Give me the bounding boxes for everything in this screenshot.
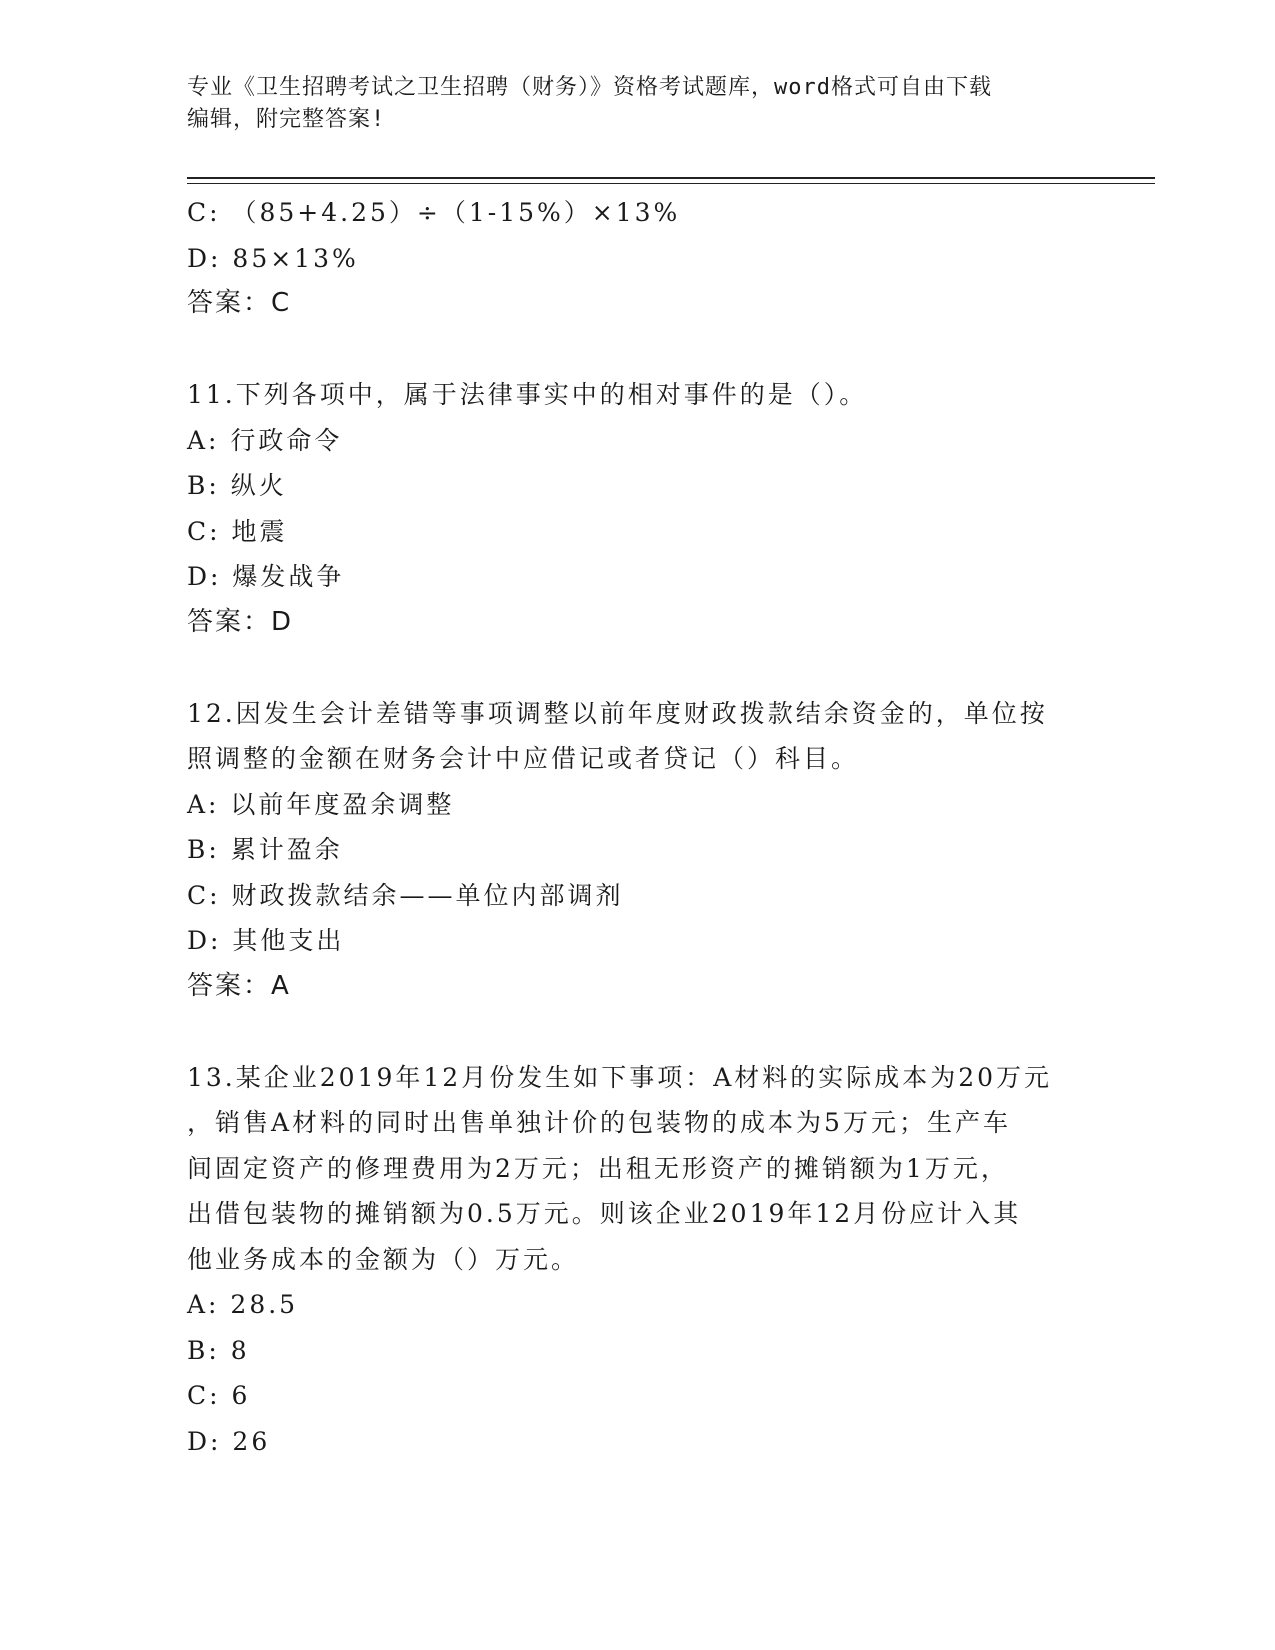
spacer	[187, 1009, 1087, 1055]
answer-label: 答案：D	[187, 606, 294, 637]
option-d: D: 26	[187, 1426, 271, 1456]
header-divider-thin	[187, 183, 1155, 184]
option-b: B: 8	[187, 1335, 250, 1365]
header-divider-thick	[187, 177, 1155, 179]
document-header	[187, 72, 1087, 136]
option-c: C: 地震	[187, 516, 288, 546]
question-10	[187, 190, 1087, 327]
answer-label: 答案：C	[187, 288, 292, 318]
header-line-2: 编辑，附完整答案!	[187, 107, 386, 132]
answer-label: 答案：A	[187, 970, 291, 1001]
question-text: 11.下列各项中，属于法律事实中的相对事件的是（）。	[187, 380, 868, 409]
option-a: A: 28.5	[187, 1290, 299, 1319]
question-text-line-2: ，销售A材料的同时出售单独计价的包装物的成本为5万元；生产车	[187, 1108, 1011, 1137]
option-b: B: 累计盈余	[187, 835, 343, 864]
question-text-line-1: 12.因发生会计差错等事项调整以前年度财政拨款结余资金的，单位按	[187, 698, 1048, 728]
option-c: C: 财政拨款结余——单位内部调剂	[187, 880, 624, 910]
option-b: B: 纵火	[187, 471, 287, 500]
option-a: A: 行政命令	[187, 425, 343, 455]
question-text-line-3: 间固定资产的修理费用为2万元；出租无形资产的摊销额为1万元，	[187, 1153, 1009, 1183]
question-text-line-4: 出借包装物的摊销额为0.5万元。则该企业2019年12月份应计入其	[187, 1199, 1022, 1228]
question-list	[187, 190, 1087, 1464]
option-d: D: 爆发战争	[187, 562, 345, 591]
option-d: D: 85×13%	[187, 243, 359, 273]
question-text-line-1: 13.某企业2019年12月份发生如下事项：A材料的实际成本为20万元	[187, 1062, 1053, 1092]
question-11	[187, 372, 1087, 645]
option-c: C: （85+4.25）÷（1-15%）×13%	[187, 198, 681, 227]
question-text-line-5: 他业务成本的金额为（）万元。	[187, 1244, 580, 1274]
option-a: A: 以前年度盈余调整	[187, 789, 455, 819]
spacer	[187, 327, 1087, 373]
option-c: C: 6	[187, 1381, 251, 1410]
header-line-1: 专业《卫生招聘考试之卫生招聘（财务）》资格考试题库，word格式可自由下载	[187, 75, 992, 100]
spacer	[187, 645, 1087, 691]
option-d: D: 其他支出	[187, 926, 345, 955]
question-12	[187, 691, 1087, 1010]
question-text-line-2: 照调整的金额在财务会计中应借记或者贷记（）科目。	[187, 744, 860, 773]
question-13	[187, 1055, 1087, 1465]
